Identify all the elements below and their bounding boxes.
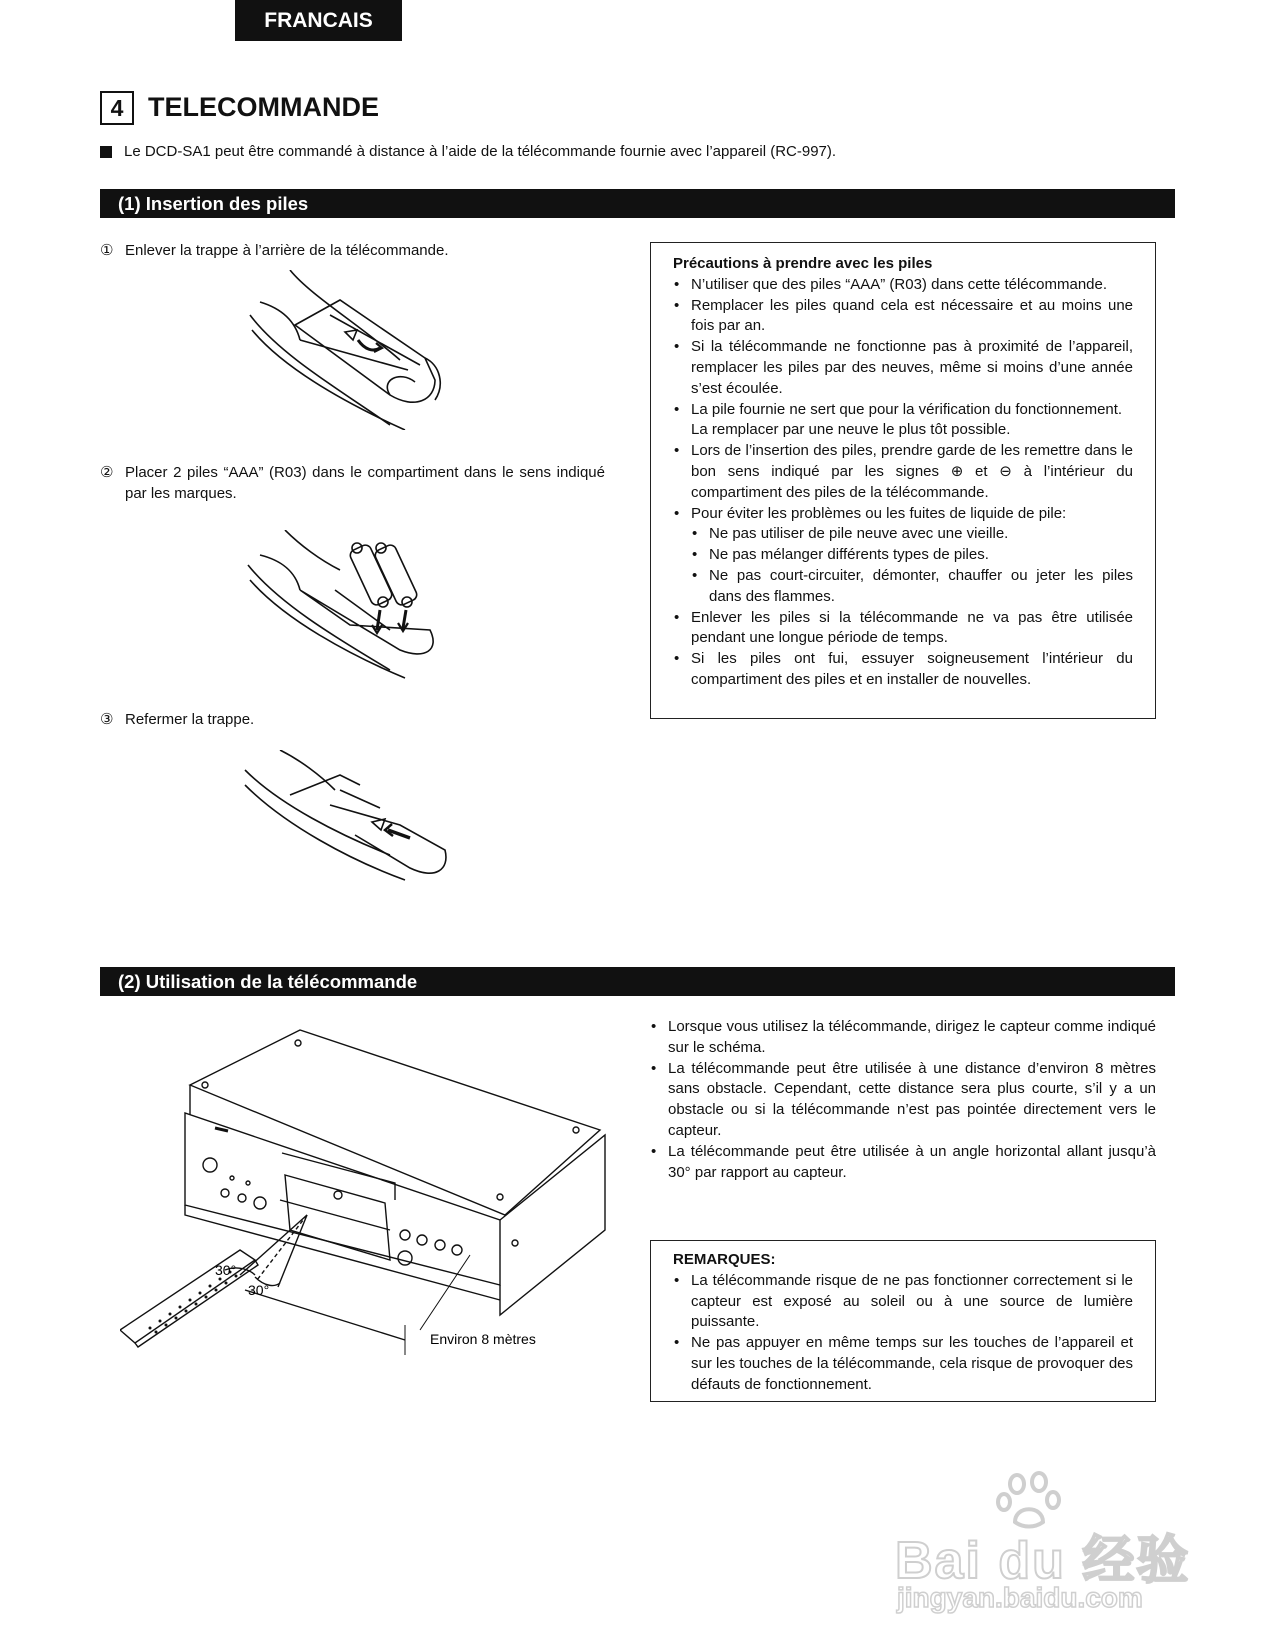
step-2-number: ② [100, 464, 114, 481]
precautions-title: Précautions à prendre avec les piles [673, 255, 933, 272]
usage-heading-bar [100, 967, 1175, 996]
remark-item: • Ne pas appuyer en même temps sur les touches de l’appareil et sur les touches de la télécommande, cela risque de provoquer des défauts de fonctionnement. [673, 1333, 1133, 1395]
insertion-heading: (1) Insertion des piles [118, 193, 309, 214]
step-2 [100, 462, 605, 504]
precaution-subitem: • Ne pas utiliser de pile neuve avec une vieille. [673, 524, 1133, 545]
baidu-watermark [895, 1470, 1195, 1620]
precaution-item: • Si la télécommande ne fonctionne pas à proximité de l’appareil, remplacer les piles par des neuves, même si moins d’une année s’est écoulée. [673, 337, 1133, 399]
precaution-item: • Si les piles ont fui, essuyer soigneusement l’intérieur du compartiment des piles et en installer de nouvelles. [673, 649, 1133, 691]
remarks-title: REMARQUES: [673, 1251, 776, 1268]
precaution-item: • Lors de l’insertion des piles, prendre garde de les remettre dans le bon sens indiqué par les signes ⊕ et ⊖ à l’intérieur du compartiment des piles de la télécommande. [673, 441, 1133, 503]
insertion-heading-bar [100, 189, 1175, 218]
section-number: 4 [100, 91, 134, 125]
step-3 [100, 709, 605, 730]
step-1 [100, 240, 605, 261]
remark-item: • La télécommande risque de ne pas fonctionner correctement si le capteur est exposé au soleil ou à une source de lumière puissante. [673, 1271, 1133, 1333]
watermark-url: jingyan.baidu.com [897, 1582, 1143, 1613]
usage-text [650, 1017, 1156, 1183]
watermark-text: Bai du 经验 [895, 1532, 1191, 1590]
remote-open-cover-illustration [240, 270, 455, 430]
precaution-item: • La pile fournie ne sert que pour la vérification du fonctionnement. [673, 400, 1133, 421]
usage-item: • La télécommande peut être utilisée à une distance d’environ 8 mètres sans obstacle. Cependant, cette distance sera plus courte, s’il y a un obstacle ou si la télécommande n’est pas pointée directement vers le capteur. [650, 1059, 1156, 1142]
step-3-text: Refermer la trappe. [125, 711, 255, 728]
precaution-subitem: • Ne pas court-circuiter, démonter, chauffer ou jeter les piles dans des flammes. [673, 566, 1133, 608]
precaution-item: • Pour éviter les problèmes ou les fuites de liquide de pile: [673, 504, 1133, 525]
remote-range-diagram [120, 1025, 620, 1395]
remote-batteries-illustration [240, 530, 455, 680]
usage-heading: (2) Utilisation de la télécommande [118, 971, 418, 992]
step-1-text: Enlever la trappe à l’arrière de la télécommande. [125, 242, 449, 259]
language-tab: FRANCAIS [235, 0, 402, 41]
distance-label: Environ 8 mètres [430, 1331, 536, 1347]
step-3-number: ③ [100, 711, 114, 728]
section-title: TELECOMMANDE [148, 92, 379, 122]
precaution-item-continuation: La remplacer par une neuve le plus tôt possible. [691, 421, 1011, 439]
usage-item: • Lorsque vous utilisez la télécommande, dirigez le capteur comme indiqué sur le schéma. [650, 1017, 1156, 1059]
usage-item: • La télécommande peut être utilisée à un angle horizontal allant jusqu’à 30° par rapport au capteur. [650, 1142, 1156, 1184]
remarks-box [650, 1240, 1156, 1402]
step-1-number: ① [100, 242, 114, 259]
angle-left-label: 30° [215, 1262, 237, 1278]
battery-precautions-box [650, 242, 1156, 719]
precaution-item: • N’utiliser que des piles “AAA” (R03) dans cette télécommande. [673, 275, 1133, 296]
precaution-item: • Remplacer les piles quand cela est nécessaire et au moins une fois par an. [673, 296, 1133, 338]
remote-close-cover-illustration [240, 750, 455, 900]
intro-text: Le DCD-SA1 peut être commandé à distance à l’aide de la télécommande fournie avec l’appareil (RC-997). [124, 143, 837, 160]
angle-right-label: 30° [248, 1282, 270, 1298]
intro-bullet-square [100, 146, 112, 158]
precaution-item: • Enlever les piles si la télécommande ne va pas être utilisée pendant une longue période de temps. [673, 608, 1133, 650]
step-2-text: Placer 2 piles “AAA” (R03) dans le compartiment dans le sens indiqué par les marques. [125, 464, 605, 502]
precaution-subitem: • Ne pas mélanger différents types de piles. [673, 545, 1133, 566]
